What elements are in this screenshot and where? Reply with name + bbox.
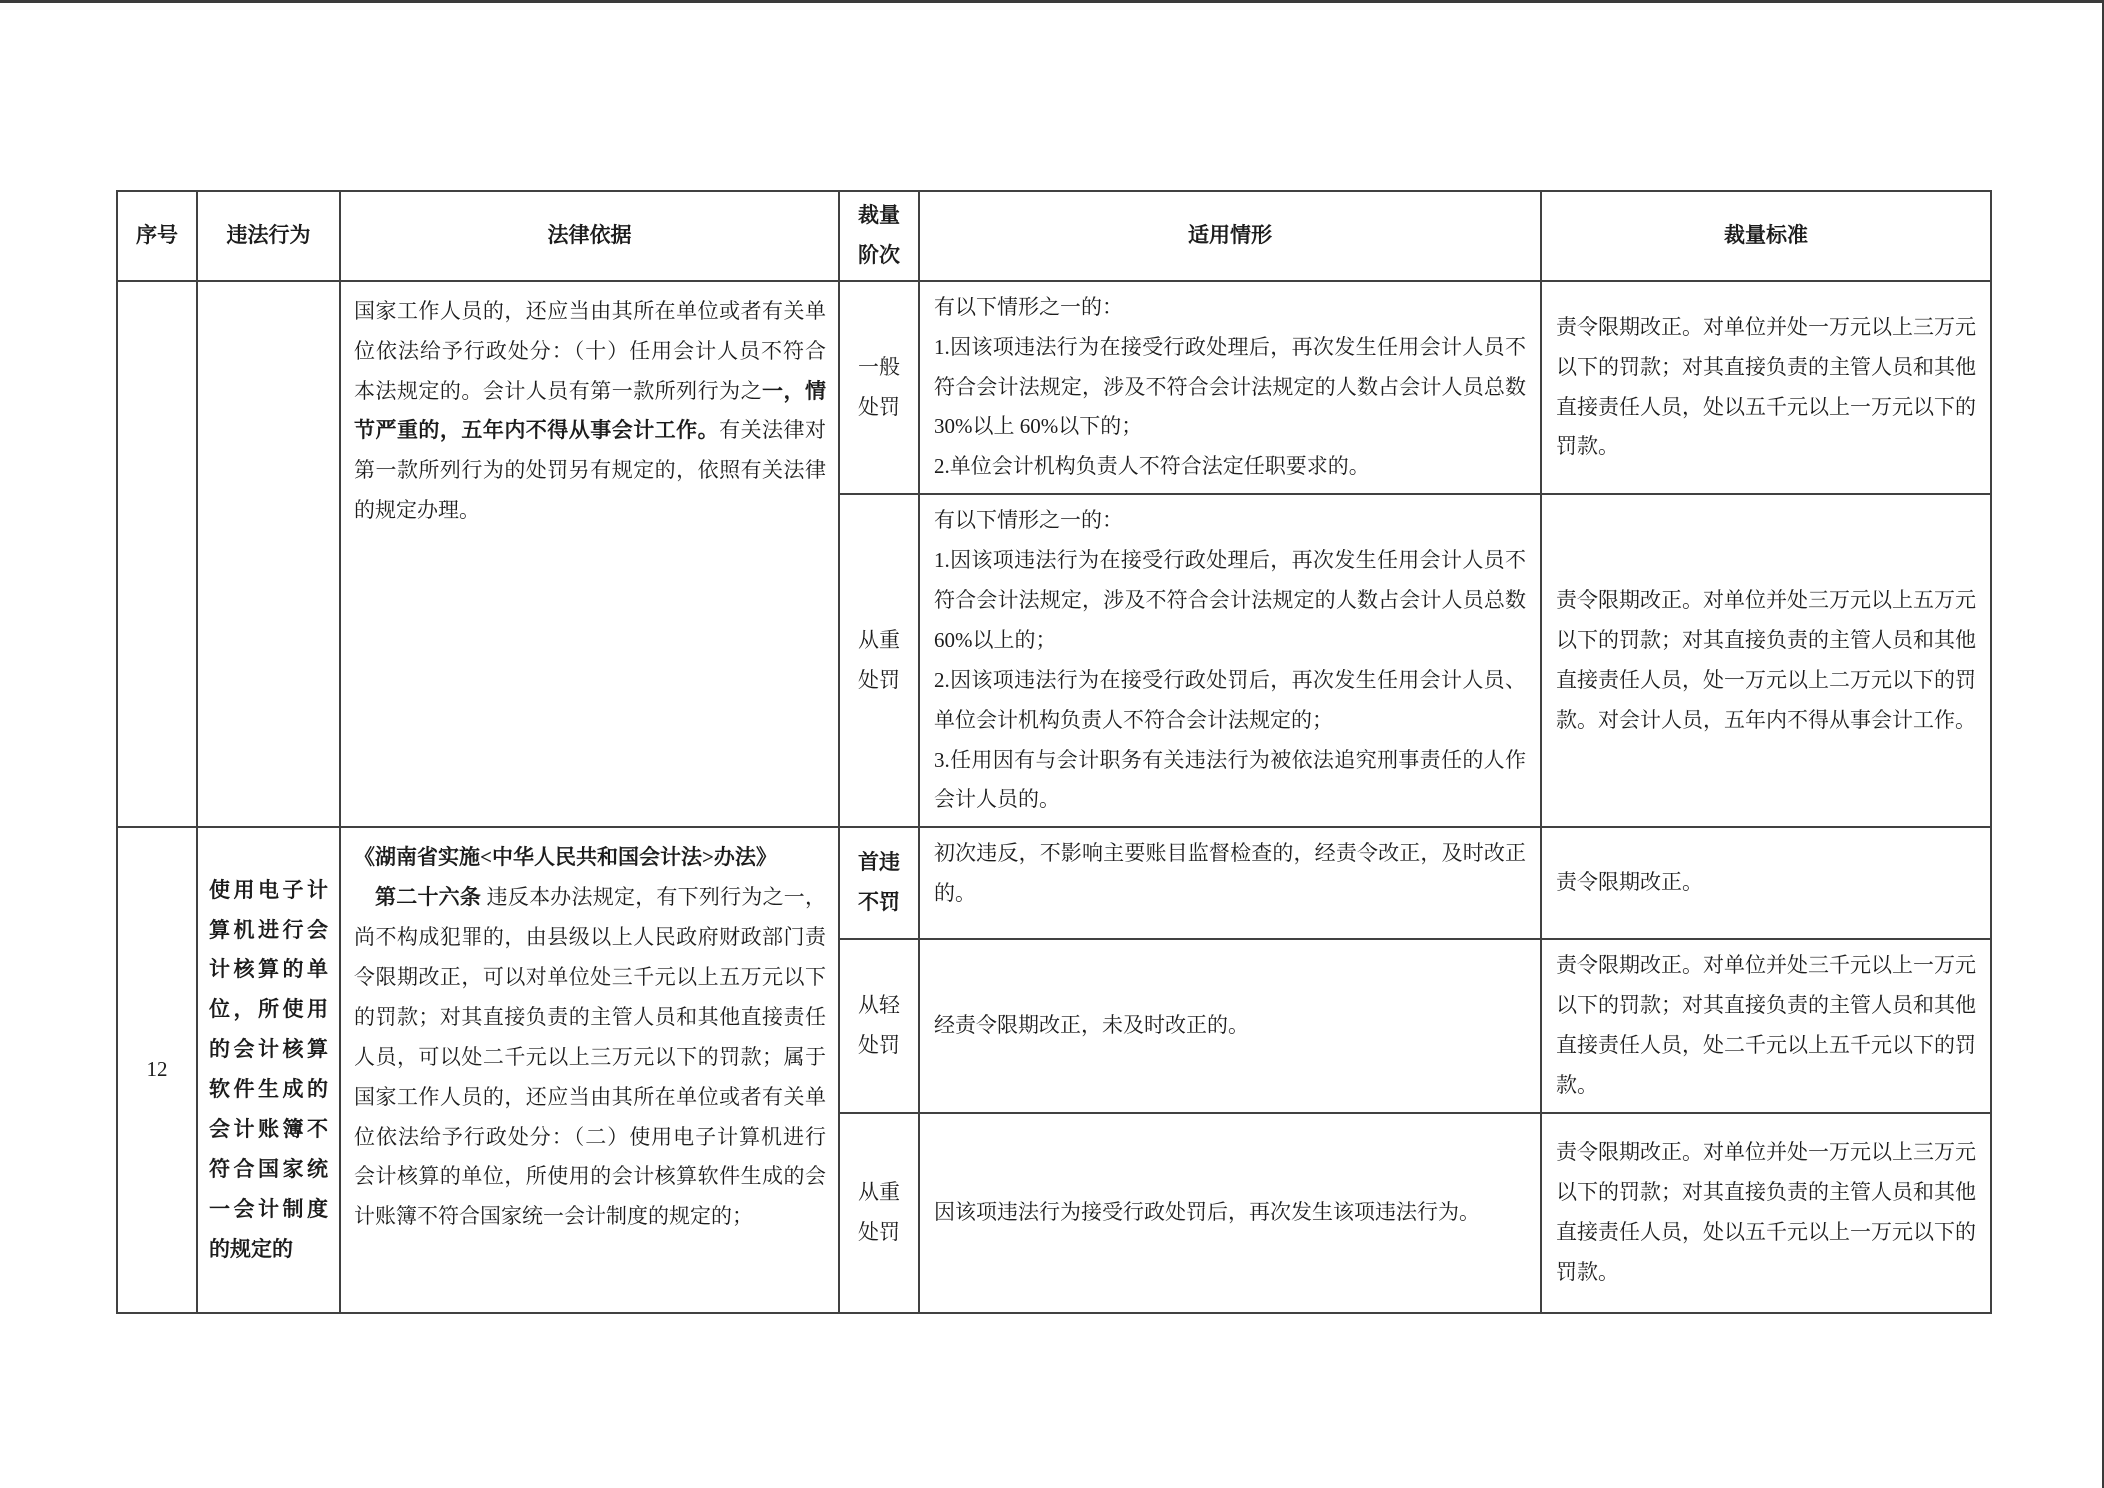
- basis-text-bold: 一，情节严重的，五年内不得从事会计工作。: [354, 378, 826, 443]
- cell-level-row11-general: [839, 281, 919, 494]
- table-header-row: [117, 191, 1991, 281]
- header-level-line2: 阶次: [858, 242, 900, 267]
- situation-item: 2.因该项违法行为在接受行政处罚后，再次发生任用会计人员、单位会计机构负责人不符合会计法规定的；: [934, 667, 1526, 732]
- situation-intro: 有以下情形之一的：: [934, 294, 1123, 319]
- cell-level-row12-heavier: [839, 1113, 919, 1313]
- cell-behavior-row12: 使用电子计算机进行会计核算的单位，所使用的会计核算软件生成的会计账簿不符合国家统一会计制度的规定的: [197, 827, 340, 1313]
- situation-item: 2.单位会计机构负责人不符合法定任职要求的。: [934, 454, 1370, 479]
- level-label-line1: 一般: [858, 354, 900, 379]
- cell-basis-row11: [340, 281, 839, 828]
- situation-item: 1.因该项违法行为在接受行政处理后，再次发生任用会计人员不符合会计法规定，涉及不符合会计法规定的人数占会计人员总数 60%以上的；: [934, 548, 1526, 652]
- cell-no-row11: [117, 281, 197, 828]
- situation-intro: 有以下情形之一的：: [934, 508, 1123, 533]
- cell-no-row12: 12: [117, 827, 197, 1313]
- header-basis: 法律依据: [340, 191, 839, 281]
- cell-situation-row12-first-violation: 初次违反，不影响主要账目监督检查的，经责令改正，及时改正的。: [919, 827, 1541, 939]
- cell-behavior-row11: [197, 281, 340, 828]
- cell-standard-row11-general: 责令限期改正。对单位并处一万元以上三万元以下的罚款；对其直接负责的主管人员和其他直接责任人员，处以五千元以上一万元以下的罚款。: [1541, 281, 1991, 494]
- basis-law-title: 《湖南省实施<中华人民共和国会计法>办法》: [354, 845, 777, 870]
- level-label-line2: 处罚: [858, 1033, 900, 1058]
- cell-situation-row12-lighter: 经责令限期改正，未及时改正的。: [919, 939, 1541, 1113]
- cell-standard-row12-first-violation: 责令限期改正。: [1541, 827, 1991, 939]
- discretion-standards-table: [116, 190, 1992, 1314]
- level-label-line1: 从轻: [858, 993, 900, 1018]
- level-label-line1: 从重: [858, 627, 900, 652]
- level-label-line1: 首违: [858, 850, 900, 875]
- cell-standard-row12-heavier: 责令限期改正。对单位并处一万元以上三万元以下的罚款；对其直接负责的主管人员和其他直接责任人员，处以五千元以上一万元以下的罚款。: [1541, 1113, 1991, 1313]
- table-row-11-general: [117, 281, 1991, 494]
- cell-situation-row11-general: [919, 281, 1541, 494]
- basis-text: 违反本办法规定，有下列行为之一，尚不构成犯罪的，由县级以上人民政府财政部门责令限期改正，可以对单位处三千元以上五万元以下的罚款；对其直接负责的主管人员和其他直接责任人员，可以处二千元以上三万元以下的罚款；属于国家工作人员的，还应当由其所在单位或者有关单位依法给予行政处分：（二）使用电子计算机进行会计核算的单位，所使用的会计核算软件生成的会计账簿不符合国家统一会计制度的规定的；: [354, 885, 827, 1229]
- situation-item: 3.任用因有与会计职务有关违法行为被依法追究刑事责任的人作会计人员的。: [934, 747, 1526, 812]
- cell-level-row12-first-violation: [839, 827, 919, 939]
- basis-paragraph: [354, 878, 826, 1237]
- cell-situation-row11-heavier: [919, 494, 1541, 827]
- situation-item: 1.因该项违法行为在接受行政处理后，再次发生任用会计人员不符合会计法规定，涉及不符合会计法规定的人数占会计人员总数 30%以上 60%以下的；: [934, 334, 1526, 439]
- cell-level-row11-heavier: [839, 494, 919, 827]
- level-label-line1: 从重: [858, 1180, 900, 1205]
- level-label-line2: 处罚: [858, 667, 900, 692]
- level-label-line2: 处罚: [858, 1219, 900, 1244]
- header-behavior: 违法行为: [197, 191, 340, 281]
- header-situation: 适用情形: [919, 191, 1541, 281]
- cell-basis-row12: [340, 827, 839, 1313]
- level-label-line2: 处罚: [858, 394, 900, 419]
- cell-standard-row12-lighter: 责令限期改正。对单位并处三千元以上一万元以下的罚款；对其直接负责的主管人员和其他直接责任人员，处二千元以上五千元以下的罚款。: [1541, 939, 1991, 1113]
- scan-edge-top: [0, 0, 2104, 3]
- cell-situation-row12-heavier: 因该项违法行为接受行政处罚后，再次发生该项违法行为。: [919, 1113, 1541, 1313]
- header-level: [839, 191, 919, 281]
- header-level-line1: 裁量: [858, 203, 900, 227]
- header-standard: 裁量标准: [1541, 191, 1991, 281]
- cell-level-row12-lighter: [839, 939, 919, 1113]
- header-no: 序号: [117, 191, 197, 281]
- cell-standard-row11-heavier: 责令限期改正。对单位并处三万元以上五万元以下的罚款；对其直接负责的主管人员和其他直接责任人员，处一万元以上二万元以下的罚款。对会计人员，五年内不得从事会计工作。: [1541, 494, 1991, 827]
- level-label-line2: 不罚: [858, 890, 900, 915]
- basis-text: 有关法律对第一款所列行为的处罚另有规定的，依照有关法律的规定办理。: [354, 418, 826, 523]
- basis-paragraph: [354, 292, 826, 531]
- table-row-12-first-violation: [117, 827, 1991, 939]
- basis-text: 国家工作人员的，还应当由其所在单位或者有关单位依法给予行政处分：（十）任用会计人员不符合本法规定的。会计人员有第一款所列行为之: [354, 298, 826, 403]
- basis-article-number: 第二十六条: [375, 885, 482, 910]
